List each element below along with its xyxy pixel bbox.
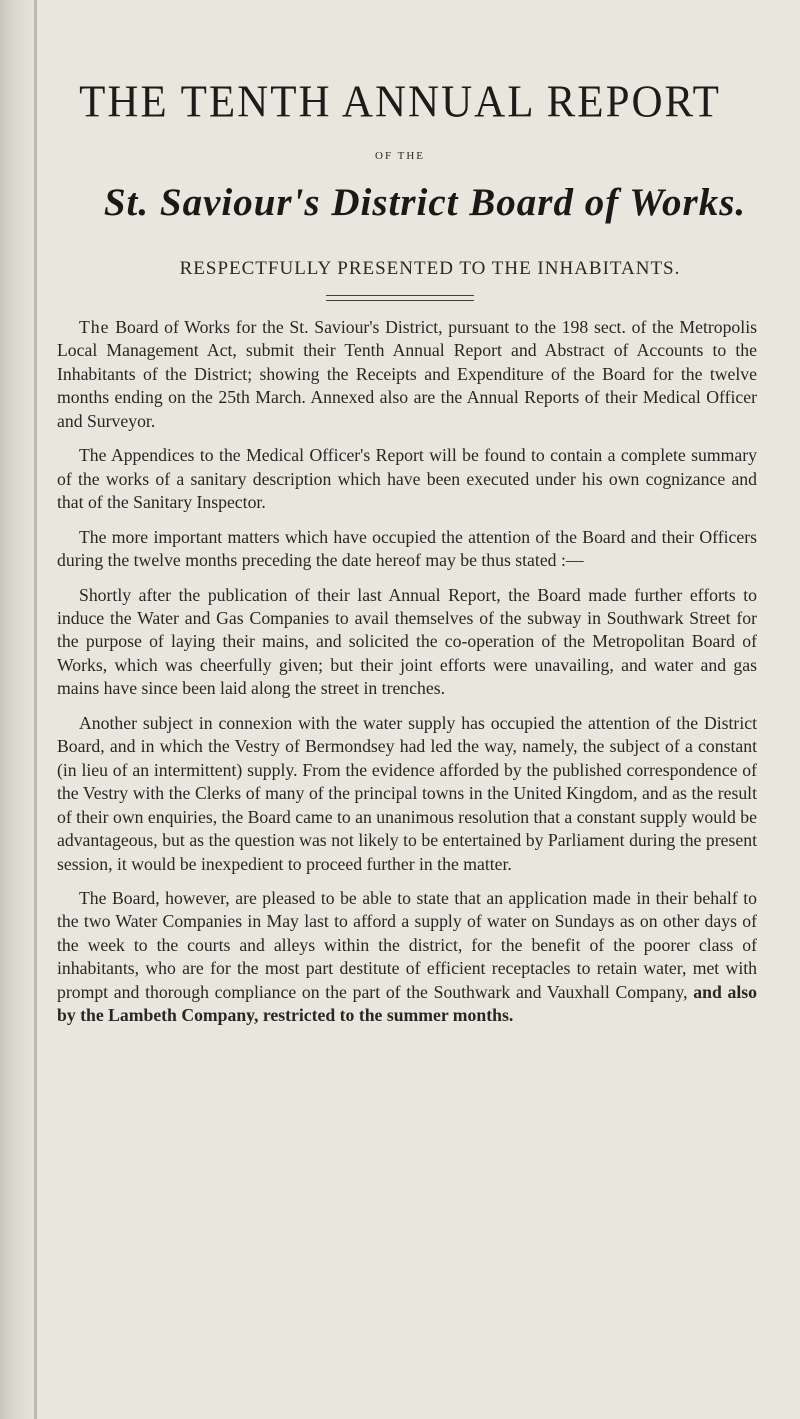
report-title: THE TENTH ANNUAL REPORT [79, 77, 721, 128]
binding-fold-line [34, 0, 37, 1419]
paragraph-introduction-text: Board of Works for the St. Saviour's District, pursuant to the 198 sect. of the Metropolis Local Management Act, submit their Tenth Annual Report and Abstract of Accounts to the Inhabitants of the District; showing the Receipts and Expenditure of the Board for the twelve months ending on the 25th March. Annexed also are the Annual Reports of their Medical Officer and Surveyor. [57, 317, 757, 431]
paragraph-important-matters: The more important matters which have occupied the attention of the Board and their Officers during the twelve months preceding the date hereof may be thus stated :— [57, 526, 757, 571]
paragraph-appendices: The Appendices to the Medical Officer's Report will be found to contain a complete summary of the works of a sanitary description which have been executed under his own cognizance and that of the Sanitary Inspector. [57, 445, 757, 513]
paragraph-sunday-supply-text: The Board, however, are pleased to be able to state that an application made in their behalf to the two Water Companies in May last to afford a supply of water on Sundays as on other days of the week to the courts and alleys within the district, for the benefit of the poorer class of inhabitants, who are for the most part destitute of efficient receptacles to retain water, met with prompt and thorough compliance on the part of the Southwark and Vauxhall Company, [57, 887, 757, 1002]
paragraph-introduction [57, 316, 757, 433]
report-body [57, 316, 757, 1039]
paragraph-sunday-supply-end: and also by the Lambeth Company, restricted to the summer months. [57, 981, 757, 1026]
double-rule-divider [326, 295, 474, 301]
paragraph-constant-supply: Another subject in connexion with the water supply has occupied the attention of the District Board, and in which the Vestry of Bermondsey had led the way, namely, the subject of a constant (in lieu of an intermittent) supply. From the evidence afforded by the published correspondence of the Vestry with the Clerks of many of the principal towns in the United Kingdom, and as the result of their own enquiries, the Board came to an unanimous resolution that a constant supply would be advantageous, but as the question was not likely to be entertained by Parliament during the present session, it would be inexpedient to proceed further in the matter. [57, 712, 757, 874]
dedication-line: RESPECTFULLY PRESENTED TO THE INHABITANTS. [179, 258, 681, 279]
board-name-heading: St. Saviour's District Board of Works. [103, 181, 747, 224]
of-the-label: OF THE [375, 150, 425, 162]
paragraph-lead-word: The [79, 317, 110, 337]
paragraph-subway: Shortly after the publication of their last Annual Report, the Board made further efforts to induce the Water and Gas Companies to avail themselves of the subway in Southwark Street for the purpose of laying their mains, and solicited the co-operation of the Metropolitan Board of Works, which was cheerfully given; but their joint efforts were unavailing, and water and gas mains have since been laid along the street in trenches. [57, 584, 757, 699]
paragraph-sunday-supply [57, 887, 757, 1028]
